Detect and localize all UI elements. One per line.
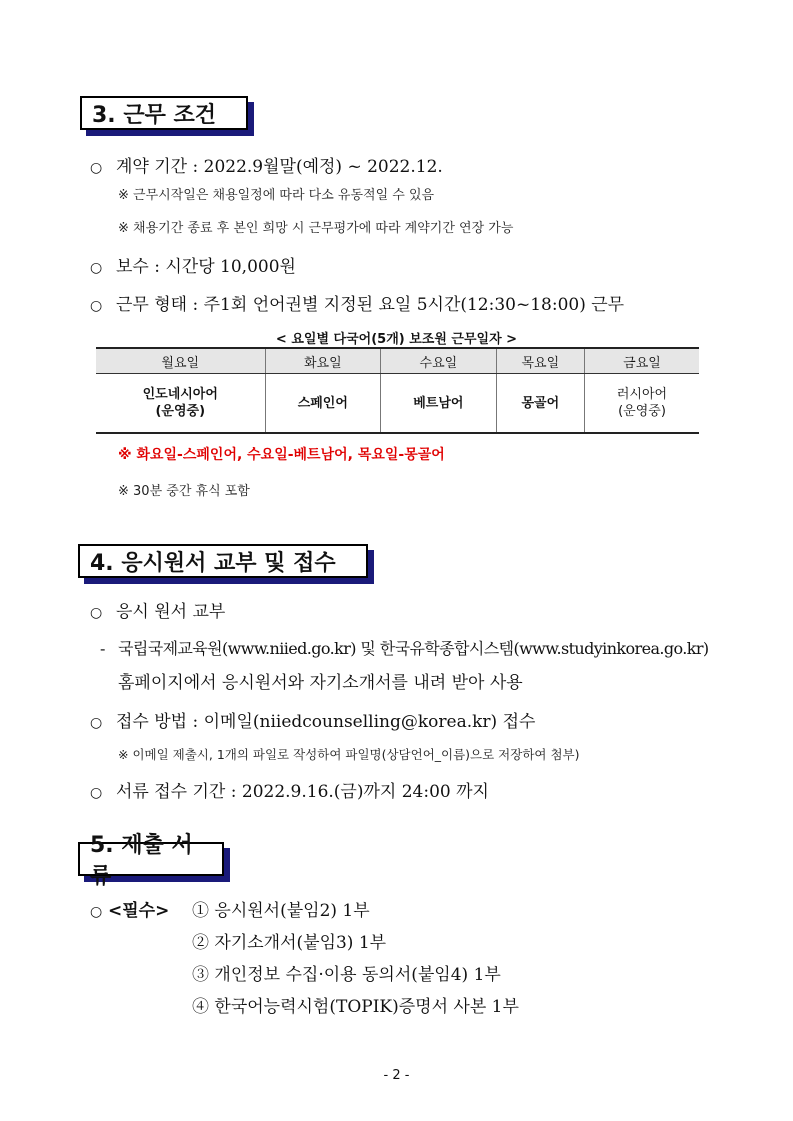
distribution-detail: 홈페이지에서 응시원서와 자기소개서를 내려 받아 사용: [118, 673, 523, 693]
table-cell: 러시아어 (운영중): [584, 374, 699, 434]
bullet: ○: [90, 605, 103, 621]
submission-method: ○ 접수 방법 : 이메일(niiedcounselling@korea.kr) 접수: [90, 712, 536, 732]
section-3-title-box: [80, 96, 248, 130]
table-header: 화요일: [265, 348, 381, 374]
schedule-table: [96, 347, 699, 434]
table-cell: 스페인어: [265, 374, 381, 434]
bullet: ○: [90, 904, 103, 920]
start-date-note: ※ 근무시작일은 채용일정에 따라 다소 유동적일 수 있음: [118, 188, 435, 203]
table-header: 금요일: [584, 348, 699, 374]
table-header: 목요일: [496, 348, 584, 374]
doc-item: ② 자기소개서(붙임3) 1부: [192, 933, 387, 953]
doc-item: ③ 개인정보 수집·이용 동의서(붙임4) 1부: [192, 965, 501, 985]
table-header: 월요일: [96, 348, 265, 374]
extension-note: ※ 채용기간 종료 후 본인 희망 시 근무평가에 따라 계약기간 연장 가능: [118, 221, 514, 236]
section-5-title: 5. 제출 서류: [90, 833, 193, 889]
bullet: ○: [90, 715, 103, 731]
bullet: ○: [90, 260, 103, 276]
page-number: - 2 -: [383, 1068, 410, 1083]
submission-period: ○ 서류 접수 기간 : 2022.9.16.(금)까지 24:00 까지: [90, 782, 489, 802]
section-3-title: 3. 근무 조건: [92, 102, 216, 128]
doc-item: ① 응시원서(붙임2) 1부: [192, 901, 370, 921]
table-header: 수요일: [381, 348, 497, 374]
table-cell: 몽골어: [496, 374, 584, 434]
table-cell: 인도네시아어 (운영중): [96, 374, 265, 434]
application-distribution: ○ 응시 원서 교부: [90, 602, 226, 622]
work-form: ○ 근무 형태 : 주1회 언어권별 지정된 요일 5시간(12:30~18:00) 근무: [90, 295, 625, 315]
bullet: ○: [90, 785, 103, 801]
section-4-title: 4. 응시원서 교부 및 접수: [90, 550, 336, 576]
bullet: ○: [90, 160, 103, 176]
table-cell: 베트남어: [381, 374, 497, 434]
pay: ○ 보수 : 시간당 10,000원: [90, 257, 296, 277]
bullet: ○: [90, 298, 103, 314]
required-docs-row: [90, 896, 370, 921]
contract-period: ○ 계약 기간 : 2022.9월말(예정) ~ 2022.12.: [90, 157, 443, 177]
email-note: ※ 이메일 제출시, 1개의 파일로 작성하여 파일명(상담언어_이름)으로 저장하여 첨부): [118, 747, 580, 762]
day-language-note: ※ 화요일-스페인어, 수요일-베트남어, 목요일-몽골어: [118, 447, 445, 463]
distribution-sites: - 국립국제교육원(www.niied.go.kr) 및 한국유학종합시스템(www.studyinkorea.go.kr): [100, 639, 709, 658]
required-label: <필수>: [108, 901, 170, 921]
section-5-title-box: [78, 833, 224, 889]
section-4-title-box: [78, 544, 368, 578]
break-note: ※ 30분 중간 휴식 포함: [118, 484, 250, 499]
table-caption: < 요일별 다국어(5개) 보조원 근무일자 >: [275, 332, 518, 347]
doc-item: ④ 한국어능력시험(TOPIK)증명서 사본 1부: [192, 997, 519, 1017]
